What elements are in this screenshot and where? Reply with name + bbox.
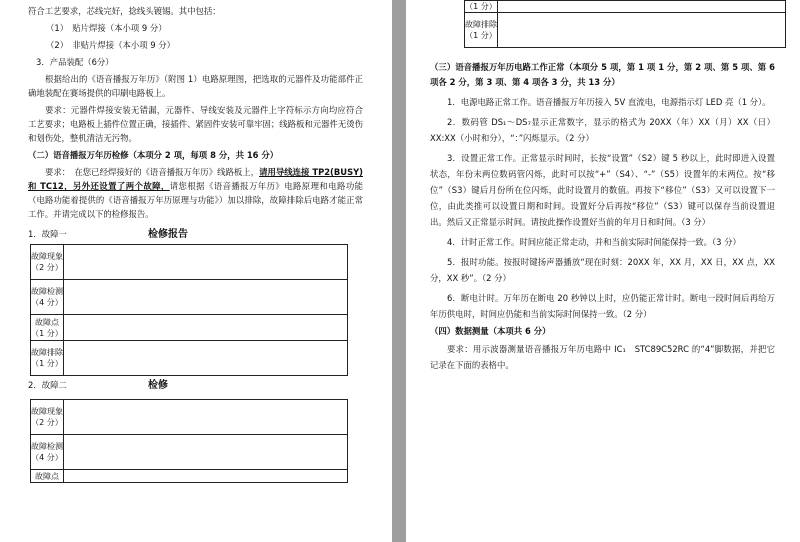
table-cell-input[interactable]	[64, 315, 348, 341]
paragraph: 根据给出的《语音播报万年历》（附图 1）电路原理图，把选取的元器件及功能部件正确地装配在赛场提供的印刷电路板上。	[28, 74, 363, 98]
fault-one-header	[28, 227, 363, 242]
requirement-text-2: 请您根据《语音播报万年历》电路原理和电路功能（电路功能着提供的《语音播报万年历原理与功能》）加以排除，故障排除后电路才能正常工作。并请完成以下的检修报告。	[28, 181, 364, 219]
repair-report-table-continued	[464, 0, 786, 48]
requirement-emphasis: 请用导线连接 TP2(BUSY)和 TC12，另外还设置了两个故障，	[28, 167, 363, 191]
paragraph: 要求：元器件焊接安装无错漏，元器件、导线安装及元器件上字符标示方向均应符合工艺要求；电路板上插件位置正确，接插件、紧固件安装可靠牢固；线路板和元器件无烫伤和划伤处，整机清洁无污物。	[28, 105, 363, 143]
fault-two-header	[28, 378, 363, 393]
table-cell-input[interactable]	[498, 1, 786, 13]
table-cell-input[interactable]	[64, 470, 348, 483]
section-heading: （二）语音播报万年历检修（本项分 2 项，每项 8 分，共 16 分）	[28, 150, 279, 160]
list-item: 6．断电计时。万年历在断电 20 秒钟以上时，应仍能正常计时。断电一段时间后再给万年历供电时，时间应仍能和当前实际时间保持一致。（2 分）	[430, 293, 775, 319]
table-cell-label: 故障检测（4 分）	[31, 280, 64, 315]
table-cell-input[interactable]	[64, 245, 348, 280]
report-title: 检修报告	[148, 229, 188, 240]
page-content-right	[430, 0, 775, 373]
table-cell-label: 故障点	[31, 470, 64, 483]
table-row	[31, 280, 348, 315]
table-cell-input[interactable]	[64, 400, 348, 435]
table-cell-label: 故障现象（2 分）	[31, 245, 64, 280]
table-row	[31, 470, 348, 483]
table-cell-input[interactable]	[64, 341, 348, 376]
table-row	[31, 435, 348, 470]
table-row	[465, 1, 786, 13]
report-title-2: 检修	[148, 380, 168, 391]
paragraph: 要求：用示波器测量语音播报万年历电路中 IC₁ STC89C52RC 的“4”脚数据，并把它记录在下面的表格中。	[430, 344, 775, 370]
table-row	[465, 13, 786, 48]
list-item: 4．计时正常工作。时间应能正常走动，并和当前实际时间能保持一致。（3 分）	[447, 237, 741, 247]
table-row	[31, 245, 348, 280]
list-item: 5．报时功能。按报时键扬声器播放“现在时刻：20XX 年，XX 月，XX 日，XX 点，XX 分，XX 秒”。（2 分）	[430, 257, 775, 283]
document-page-left	[0, 0, 392, 542]
table-cell-input[interactable]	[64, 280, 348, 315]
fault-two-label: 2．故障二	[28, 380, 67, 390]
table-row	[31, 315, 348, 341]
list-item: （2） 非贴片焊接（本小项 9 分）	[46, 40, 176, 50]
list-item: （1） 贴片焊接（本小项 9 分）	[46, 23, 167, 33]
requirement-paragraph	[28, 165, 363, 221]
section-heading: （四）数据测量（本项共 6 分）	[430, 326, 551, 336]
list-item: 3．设置正常工作。正常显示时间时，长按“设置”（S2）键 5 秒以上，此时即进入设置状态，年份末两位数码管闪烁，此时可以按“+”（S4）、“-”（S5）设置年的末两位。按“移位”（S3）键后月份所在位闪烁，此时设置月的数值。再按下“移位”（S3）又可以设置下一位，由此类推可以设置日期和时间。设置好分后再按“移位”（S3）键可以保存当前设置退出。然后又正常显示时间。请按此操作设置好当前的年月日和时间。（3 分）	[430, 153, 775, 227]
table-row	[31, 400, 348, 435]
section-heading: （三）语音播报万年历电路工作正常（本项分 5 项，第 1 项 1 分，第 2 项、第 5 项、第 6 项各 2 分，第 3 项、第 4 项各 3 分，共 13 分）	[430, 62, 775, 87]
table-cell-label: 故障现象（2 分）	[31, 400, 64, 435]
table-row	[31, 341, 348, 376]
fault-one-label: 1．故障一	[28, 229, 67, 239]
list-item: 2．数码管 DS₁～DS₇显示正常数字，显示的格式为 20XX（年）XX（月）XX（日）XX:XX（小时和分），“：”闪烁显示。（2 分）	[430, 117, 775, 143]
document-page-right	[406, 0, 800, 542]
page-content	[28, 4, 363, 483]
table-cell-input[interactable]	[64, 435, 348, 470]
table-cell-label: 故障点（1 分）	[31, 315, 64, 341]
table-cell-label: 故障排除（1 分）	[465, 13, 498, 48]
table-cell-input[interactable]	[498, 13, 786, 48]
section-heading: 3．产品装配（6分）	[36, 57, 114, 67]
table-cell-label: （1 分）	[465, 2, 497, 11]
list-item: 1．电源电路正常工作。语音播报万年历接入 5V 直流电，电源指示灯 LED 亮（1 分）。	[447, 97, 771, 107]
repair-report-table-1	[30, 244, 348, 376]
requirement-text: 要求： 在您已经焊接好的《语音播报万年历》线路板上，	[45, 167, 260, 177]
repair-report-table-2	[30, 399, 348, 483]
table-cell-label: 故障检测（4 分）	[31, 435, 64, 470]
table-cell-label: 故障排除（1 分）	[31, 341, 64, 376]
text-line: 符合工艺要求，芯线完好，捻线头镀锡。其中包括：	[28, 6, 221, 16]
